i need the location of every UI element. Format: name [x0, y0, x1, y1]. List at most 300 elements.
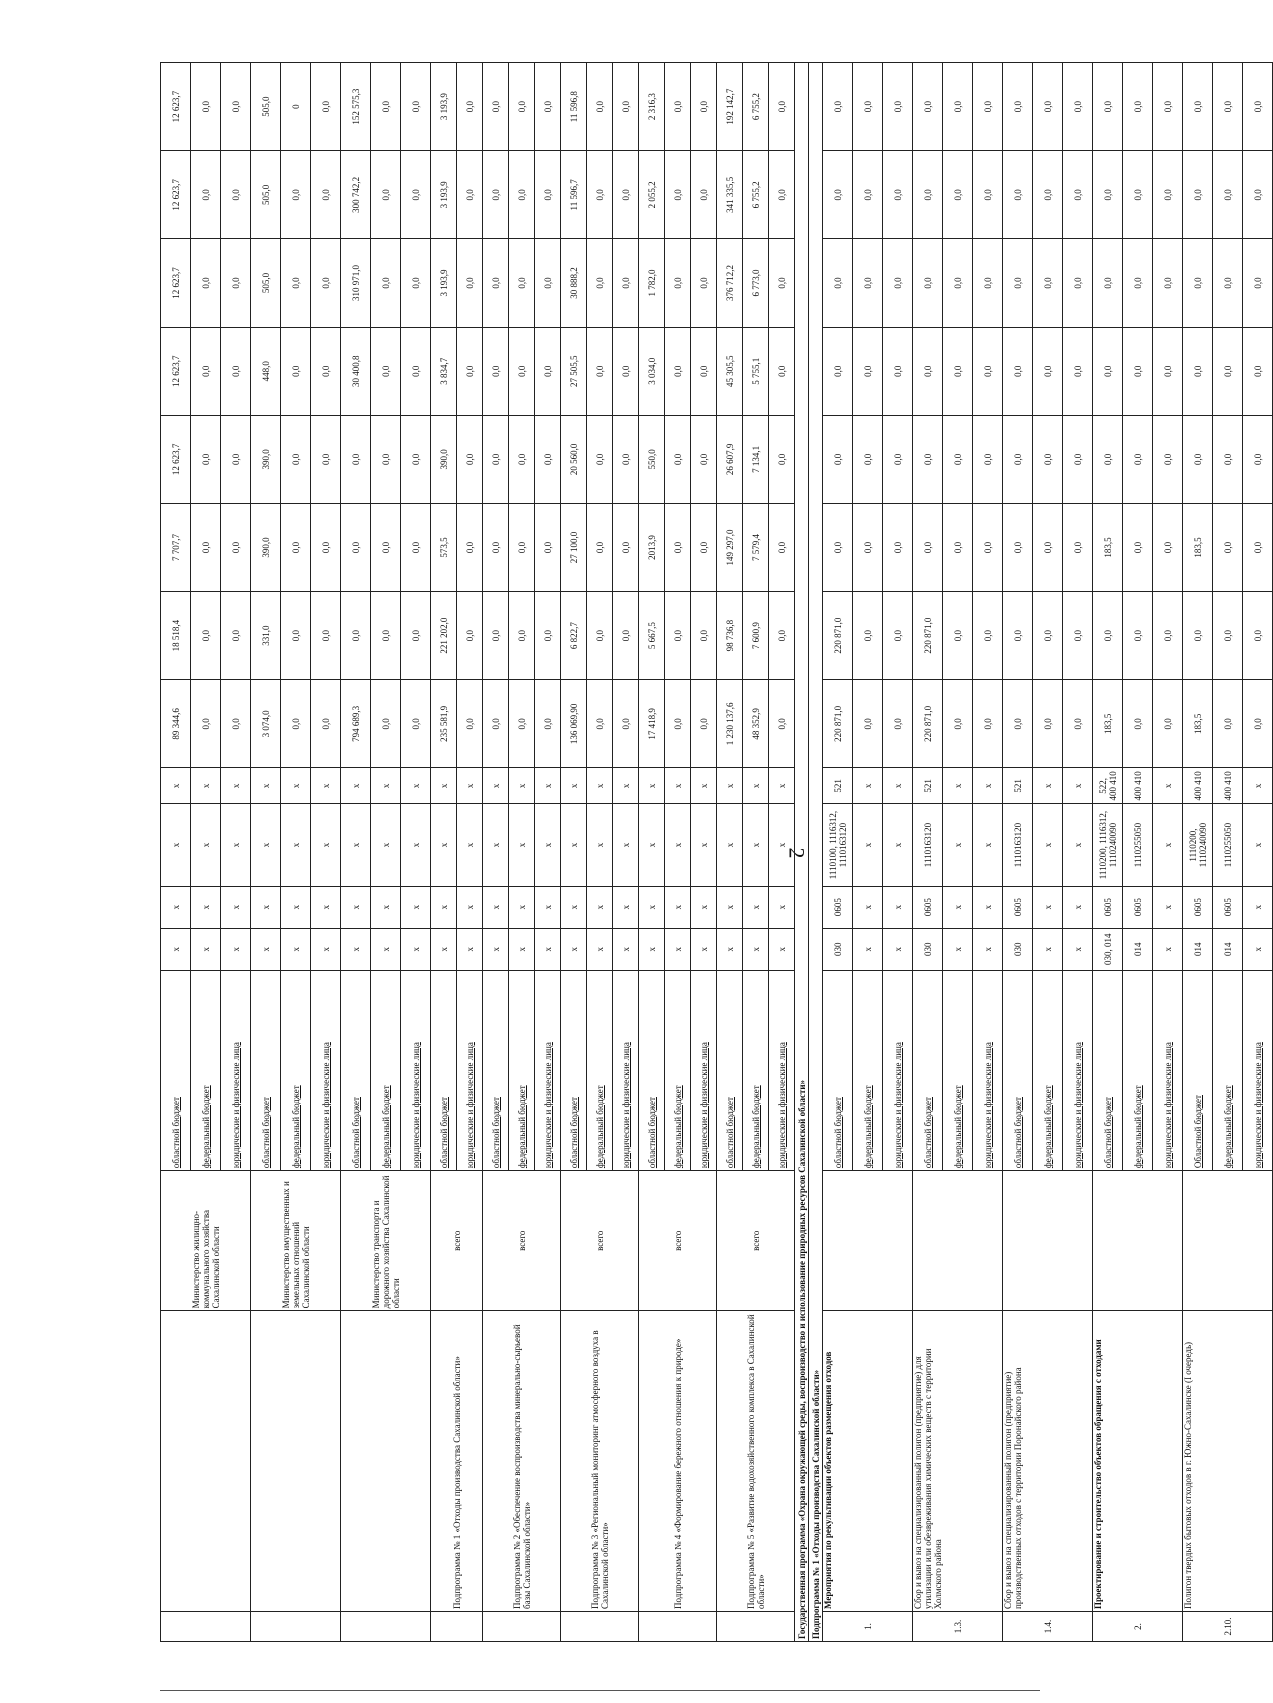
grbs-cell: x — [587, 928, 613, 970]
value-cell: 0,0 — [769, 63, 795, 151]
csr-cell: 1110100, 1116312, 1110163120 — [823, 804, 853, 886]
value-cell: 0,0 — [613, 680, 639, 768]
value-cell: 0,0 — [341, 592, 371, 680]
value-cell: 0,0 — [1063, 503, 1093, 591]
value-cell: 98 736,8 — [717, 592, 743, 680]
vr-cell: x — [431, 768, 457, 804]
value-cell: 0,0 — [221, 151, 251, 239]
value-cell: 0,0 — [853, 239, 883, 327]
value-cell: 0,0 — [483, 239, 509, 327]
measure-name-cell: Проектирование и строительство объектов обращения с отходами — [1093, 1311, 1183, 1612]
vr-cell: 522, 400 410 — [1093, 768, 1123, 804]
source-cell: юридические и физические лица — [401, 970, 431, 1170]
value-cell: 0,0 — [1153, 327, 1183, 415]
value-cell: 0,0 — [221, 327, 251, 415]
vr-cell: x — [341, 768, 371, 804]
csr-cell: x — [161, 804, 191, 886]
value-cell: 0,0 — [1123, 680, 1153, 768]
rz-cell: x — [191, 886, 221, 928]
value-cell: 0,0 — [1153, 415, 1183, 503]
value-cell: 0,0 — [691, 415, 717, 503]
rz-cell: x — [1033, 886, 1063, 928]
source-cell: областной бюджет — [1003, 970, 1033, 1170]
table-row — [161, 63, 191, 1642]
value-cell: 0,0 — [191, 415, 221, 503]
value-cell: 12 623,7 — [161, 151, 191, 239]
source-cell: юридические и физические лица — [1153, 970, 1183, 1170]
value-cell: 136 069,90 — [561, 680, 587, 768]
value-cell: 0,0 — [457, 415, 483, 503]
value-cell: 0,0 — [221, 415, 251, 503]
value-cell: 0,0 — [509, 415, 535, 503]
name-cell — [251, 1311, 341, 1612]
value-cell: 0,0 — [509, 63, 535, 151]
csr-cell: 1110163120 — [913, 804, 943, 886]
value-cell: 0,0 — [457, 503, 483, 591]
value-cell: 0,0 — [1183, 63, 1213, 151]
value-cell: 0,0 — [613, 63, 639, 151]
value-cell: 0,0 — [769, 503, 795, 591]
value-cell: 0,0 — [823, 503, 853, 591]
value-cell: 12 623,7 — [161, 415, 191, 503]
csr-cell: 1110163120 — [1003, 804, 1033, 886]
value-cell: 0,0 — [691, 151, 717, 239]
value-cell: 0,0 — [1093, 415, 1123, 503]
grbs-cell: x — [509, 928, 535, 970]
vr-cell: x — [483, 768, 509, 804]
rz-cell: x — [883, 886, 913, 928]
executor-cell: Министерство имущественных и земельных отношений Сахалинской области — [251, 1171, 341, 1311]
value-cell: 0,0 — [1153, 592, 1183, 680]
value-cell: 0,0 — [691, 680, 717, 768]
value-cell: 0,0 — [823, 239, 853, 327]
value-cell: 0,0 — [401, 592, 431, 680]
value-cell: 0,0 — [691, 327, 717, 415]
value-cell: 5 755,1 — [743, 327, 769, 415]
rz-cell: x — [401, 886, 431, 928]
table-row — [639, 63, 665, 1642]
value-cell: 220 871,0 — [823, 592, 853, 680]
name-cell — [161, 1311, 251, 1612]
value-cell: 0,0 — [1183, 327, 1213, 415]
value-cell: 3 193,9 — [431, 151, 457, 239]
table-row — [561, 63, 587, 1642]
rz-cell: 0605 — [1183, 886, 1213, 928]
grbs-cell: 030 — [823, 928, 853, 970]
vr-cell: x — [973, 768, 1003, 804]
value-cell: 0,0 — [509, 327, 535, 415]
value-cell: 550,0 — [639, 415, 665, 503]
rz-cell: x — [1063, 886, 1093, 928]
value-cell: 0,0 — [665, 415, 691, 503]
source-cell: юридические и физические лица — [691, 970, 717, 1170]
value-cell: 0,0 — [371, 503, 401, 591]
source-cell: юридические и физические лица — [1063, 970, 1093, 1170]
value-cell: 0,0 — [281, 415, 311, 503]
value-cell: 3 193,9 — [431, 239, 457, 327]
rz-cell: x — [457, 886, 483, 928]
value-cell: 0,0 — [457, 680, 483, 768]
executor-cell — [913, 1171, 1003, 1311]
value-cell: 0,0 — [943, 63, 973, 151]
value-cell: 0,0 — [311, 151, 341, 239]
value-cell: 0,0 — [769, 680, 795, 768]
vr-cell: x — [587, 768, 613, 804]
grbs-cell: x — [1153, 928, 1183, 970]
subsection-title-row — [809, 63, 823, 1642]
rz-cell: 0605 — [1003, 886, 1033, 928]
value-cell: 0,0 — [221, 503, 251, 591]
grbs-cell: x — [535, 928, 561, 970]
value-cell: 30 400,8 — [341, 327, 371, 415]
rz-cell: x — [587, 886, 613, 928]
value-cell: 0,0 — [587, 415, 613, 503]
value-cell: 3 034,0 — [639, 327, 665, 415]
vr-cell: x — [883, 768, 913, 804]
value-cell: 505,0 — [251, 151, 281, 239]
value-cell: 0,0 — [1003, 327, 1033, 415]
grbs-cell: x — [883, 928, 913, 970]
vr-cell: 400 410 — [1123, 768, 1153, 804]
value-cell: 0,0 — [1003, 151, 1033, 239]
csr-cell: x — [561, 804, 587, 886]
value-cell: 183,5 — [1183, 503, 1213, 591]
number-cell — [251, 1611, 341, 1641]
rz-cell: 0605 — [1123, 886, 1153, 928]
grbs-cell: x — [973, 928, 1003, 970]
rz-cell: x — [509, 886, 535, 928]
value-cell: 0,0 — [769, 151, 795, 239]
vr-cell: x — [1063, 768, 1093, 804]
source-cell: федеральный бюджет — [281, 970, 311, 1170]
rz-cell: x — [973, 886, 1003, 928]
rz-cell: x — [1243, 886, 1273, 928]
value-cell: 0,0 — [311, 239, 341, 327]
value-cell: 0,0 — [281, 151, 311, 239]
value-cell: 0,0 — [853, 503, 883, 591]
value-cell: 0,0 — [1123, 63, 1153, 151]
csr-cell: x — [717, 804, 743, 886]
value-cell: 0,0 — [973, 327, 1003, 415]
vr-cell: x — [221, 768, 251, 804]
value-cell: 0,0 — [1153, 680, 1183, 768]
executor-cell — [1003, 1171, 1093, 1311]
value-cell: 0,0 — [1213, 151, 1243, 239]
source-cell: юридические и физические лица — [535, 970, 561, 1170]
rz-cell: x — [281, 886, 311, 928]
value-cell: 3 193,9 — [431, 63, 457, 151]
value-cell: 0,0 — [973, 63, 1003, 151]
value-cell: 30 888,2 — [561, 239, 587, 327]
value-cell: 0,0 — [1123, 239, 1153, 327]
csr-cell: x — [191, 804, 221, 886]
vr-cell: x — [281, 768, 311, 804]
value-cell: 0,0 — [311, 327, 341, 415]
measure-number-cell: 1.3. — [913, 1611, 1003, 1641]
value-cell: 0,0 — [191, 151, 221, 239]
value-cell: 331,0 — [251, 592, 281, 680]
vr-cell: x — [691, 768, 717, 804]
rz-cell: x — [341, 886, 371, 928]
value-cell: 390,0 — [431, 415, 457, 503]
value-cell: 0,0 — [509, 680, 535, 768]
value-cell: 0,0 — [483, 503, 509, 591]
value-cell: 505,0 — [251, 239, 281, 327]
section-title: Государственная программа «Охрана окружающей среды, воспроизводство и использование природных ресурсов Сахалинской области» — [795, 63, 809, 1642]
number-cell — [639, 1611, 717, 1641]
value-cell: 0,0 — [613, 239, 639, 327]
value-cell: 0,0 — [823, 63, 853, 151]
value-cell: 0,0 — [823, 415, 853, 503]
value-cell: 0,0 — [883, 239, 913, 327]
rz-cell: x — [691, 886, 717, 928]
value-cell: 0,0 — [883, 503, 913, 591]
rz-cell: x — [639, 886, 665, 928]
vr-cell: 521 — [913, 768, 943, 804]
value-cell: 0,0 — [311, 63, 341, 151]
value-cell: 0,0 — [221, 63, 251, 151]
value-cell: 0,0 — [1063, 151, 1093, 239]
value-cell: 12 623,7 — [161, 239, 191, 327]
value-cell: 0,0 — [191, 503, 221, 591]
value-cell: 0,0 — [1213, 239, 1243, 327]
csr-cell: x — [613, 804, 639, 886]
rz-cell: x — [311, 886, 341, 928]
value-cell: 0,0 — [1123, 592, 1153, 680]
vr-cell: x — [561, 768, 587, 804]
section-title-row — [795, 63, 809, 1642]
rz-cell: 0605 — [823, 886, 853, 928]
value-cell: 0,0 — [1093, 239, 1123, 327]
value-cell: 0,0 — [1243, 63, 1273, 151]
value-cell: 0,0 — [1033, 239, 1063, 327]
value-cell: 0,0 — [853, 151, 883, 239]
value-cell: 0,0 — [665, 503, 691, 591]
value-cell: 310 971,0 — [341, 239, 371, 327]
budget-table-container — [160, 62, 1263, 1642]
value-cell: 0,0 — [587, 63, 613, 151]
rz-cell: 0605 — [1213, 886, 1243, 928]
source-cell: областной бюджет — [483, 970, 509, 1170]
grbs-cell: x — [743, 928, 769, 970]
value-cell: 0,0 — [311, 503, 341, 591]
grbs-cell: 014 — [1213, 928, 1243, 970]
source-cell: федеральный бюджет — [371, 970, 401, 1170]
name-cell — [341, 1311, 431, 1612]
vr-cell: 400 410 — [1213, 768, 1243, 804]
value-cell: 0,0 — [913, 415, 943, 503]
csr-cell: x — [665, 804, 691, 886]
grbs-cell: x — [251, 928, 281, 970]
value-cell: 0,0 — [311, 415, 341, 503]
executor-cell: всего — [483, 1171, 561, 1311]
value-cell: 26 607,9 — [717, 415, 743, 503]
value-cell: 1 782,0 — [639, 239, 665, 327]
grbs-cell: x — [613, 928, 639, 970]
value-cell: 192 142,7 — [717, 63, 743, 151]
rz-cell: x — [483, 886, 509, 928]
value-cell: 0,0 — [883, 151, 913, 239]
source-cell: областной бюджет — [823, 970, 853, 1170]
value-cell: 0,0 — [665, 592, 691, 680]
value-cell: 2013,9 — [639, 503, 665, 591]
table-row — [1003, 63, 1033, 1642]
grbs-cell: 030 — [1003, 928, 1033, 970]
value-cell: 0,0 — [1153, 239, 1183, 327]
value-cell: 0,0 — [913, 239, 943, 327]
value-cell: 0,0 — [973, 592, 1003, 680]
rz-cell: x — [743, 886, 769, 928]
csr-cell: x — [457, 804, 483, 886]
table-row — [913, 63, 943, 1642]
value-cell: 220 871,0 — [823, 680, 853, 768]
value-cell: 0,0 — [913, 503, 943, 591]
value-cell: 0,0 — [371, 327, 401, 415]
grbs-cell: x — [281, 928, 311, 970]
number-cell — [561, 1611, 639, 1641]
value-cell: 0,0 — [191, 680, 221, 768]
vr-cell: x — [311, 768, 341, 804]
csr-cell: x — [483, 804, 509, 886]
value-cell: 0,0 — [509, 503, 535, 591]
value-cell: 0,0 — [943, 680, 973, 768]
number-cell — [431, 1611, 483, 1641]
value-cell: 0,0 — [1123, 327, 1153, 415]
value-cell: 6 773,0 — [743, 239, 769, 327]
value-cell: 0,0 — [221, 680, 251, 768]
csr-cell: x — [535, 804, 561, 886]
vr-cell: x — [639, 768, 665, 804]
value-cell: 0,0 — [311, 592, 341, 680]
csr-cell: x — [1153, 804, 1183, 886]
csr-cell: x — [943, 804, 973, 886]
grbs-cell: x — [341, 928, 371, 970]
value-cell: 0,0 — [1153, 151, 1183, 239]
value-cell: 0,0 — [1213, 503, 1243, 591]
table-row — [717, 63, 743, 1642]
rz-cell: x — [161, 886, 191, 928]
source-cell: областной бюджет — [717, 970, 743, 1170]
value-cell: 0,0 — [1093, 151, 1123, 239]
vr-cell: x — [161, 768, 191, 804]
value-cell: 0,0 — [1243, 327, 1273, 415]
value-cell: 0,0 — [1063, 239, 1093, 327]
value-cell: 390,0 — [251, 503, 281, 591]
value-cell: 0,0 — [1123, 503, 1153, 591]
value-cell: 0,0 — [535, 680, 561, 768]
vr-cell: 400 410 — [1183, 768, 1213, 804]
value-cell: 0,0 — [483, 63, 509, 151]
grbs-cell: x — [401, 928, 431, 970]
table-row — [341, 63, 371, 1642]
value-cell: 0,0 — [1243, 415, 1273, 503]
vr-cell: x — [1243, 768, 1273, 804]
grbs-cell: 030 — [913, 928, 943, 970]
value-cell: 0,0 — [1153, 503, 1183, 591]
value-cell: 0,0 — [973, 503, 1003, 591]
source-cell: областной бюджет — [639, 970, 665, 1170]
subprogram-name-cell: Подпрограмма № 1 «Отходы производства Сахалинской области» — [431, 1311, 483, 1612]
csr-cell: x — [1243, 804, 1273, 886]
value-cell: 0,0 — [913, 327, 943, 415]
value-cell: 0,0 — [483, 680, 509, 768]
value-cell: 0,0 — [883, 680, 913, 768]
value-cell: 0,0 — [1003, 592, 1033, 680]
value-cell: 0,0 — [1093, 327, 1123, 415]
rz-cell: x — [251, 886, 281, 928]
grbs-cell: 014 — [1183, 928, 1213, 970]
value-cell: 0,0 — [509, 592, 535, 680]
executor-cell: всего — [717, 1171, 795, 1311]
value-cell: 0,0 — [943, 151, 973, 239]
budget-table — [160, 62, 1273, 1642]
vr-cell: x — [1033, 768, 1063, 804]
grbs-cell: x — [691, 928, 717, 970]
value-cell: 7 579,4 — [743, 503, 769, 591]
value-cell: 0,0 — [1243, 503, 1273, 591]
measure-number-cell: 1.4. — [1003, 1611, 1093, 1641]
value-cell: 0 — [281, 63, 311, 151]
value-cell: 0,0 — [691, 239, 717, 327]
value-cell: 152 575,3 — [341, 63, 371, 151]
value-cell: 12 623,7 — [161, 63, 191, 151]
value-cell: 0,0 — [1123, 151, 1153, 239]
rz-cell: x — [769, 886, 795, 928]
value-cell: 0,0 — [1033, 680, 1063, 768]
executor-cell: Министерство жилищно-коммунального хозяйства Сахалинской области — [161, 1171, 251, 1311]
value-cell: 0,0 — [691, 592, 717, 680]
value-cell: 0,0 — [613, 592, 639, 680]
value-cell: 0,0 — [1243, 592, 1273, 680]
value-cell: 220 871,0 — [913, 680, 943, 768]
value-cell: 0,0 — [1063, 415, 1093, 503]
value-cell: 0,0 — [587, 592, 613, 680]
grbs-cell: x — [221, 928, 251, 970]
source-cell: юридические и физические лица — [311, 970, 341, 1170]
value-cell: 0,0 — [457, 239, 483, 327]
value-cell: 0,0 — [1003, 415, 1033, 503]
value-cell: 0,0 — [1213, 680, 1243, 768]
value-cell: 149 297,0 — [717, 503, 743, 591]
value-cell: 0,0 — [943, 415, 973, 503]
value-cell: 6 755,2 — [743, 151, 769, 239]
vr-cell: 521 — [823, 768, 853, 804]
grbs-cell: 014 — [1123, 928, 1153, 970]
source-cell: федеральный бюджет — [1213, 970, 1243, 1170]
value-cell: 0,0 — [1213, 415, 1243, 503]
value-cell: 0,0 — [1183, 592, 1213, 680]
value-cell: 183,5 — [1183, 680, 1213, 768]
rz-cell: x — [665, 886, 691, 928]
source-cell: областной бюджет — [1093, 970, 1123, 1170]
source-cell: областной бюджет — [251, 970, 281, 1170]
value-cell: 12 623,7 — [161, 327, 191, 415]
vr-cell: x — [401, 768, 431, 804]
source-cell: федеральный бюджет — [191, 970, 221, 1170]
subsection-title: Подпрограмма № 1 «Отходы производства Сахалинской области» — [809, 63, 823, 1642]
vr-cell: x — [769, 768, 795, 804]
value-cell: 5 667,5 — [639, 592, 665, 680]
csr-cell: x — [281, 804, 311, 886]
value-cell: 0,0 — [401, 151, 431, 239]
rz-cell: x — [535, 886, 561, 928]
value-cell: 0,0 — [665, 327, 691, 415]
value-cell: 0,0 — [191, 592, 221, 680]
value-cell: 300 742,2 — [341, 151, 371, 239]
vr-cell: x — [717, 768, 743, 804]
number-cell — [483, 1611, 561, 1641]
value-cell: 0,0 — [665, 63, 691, 151]
